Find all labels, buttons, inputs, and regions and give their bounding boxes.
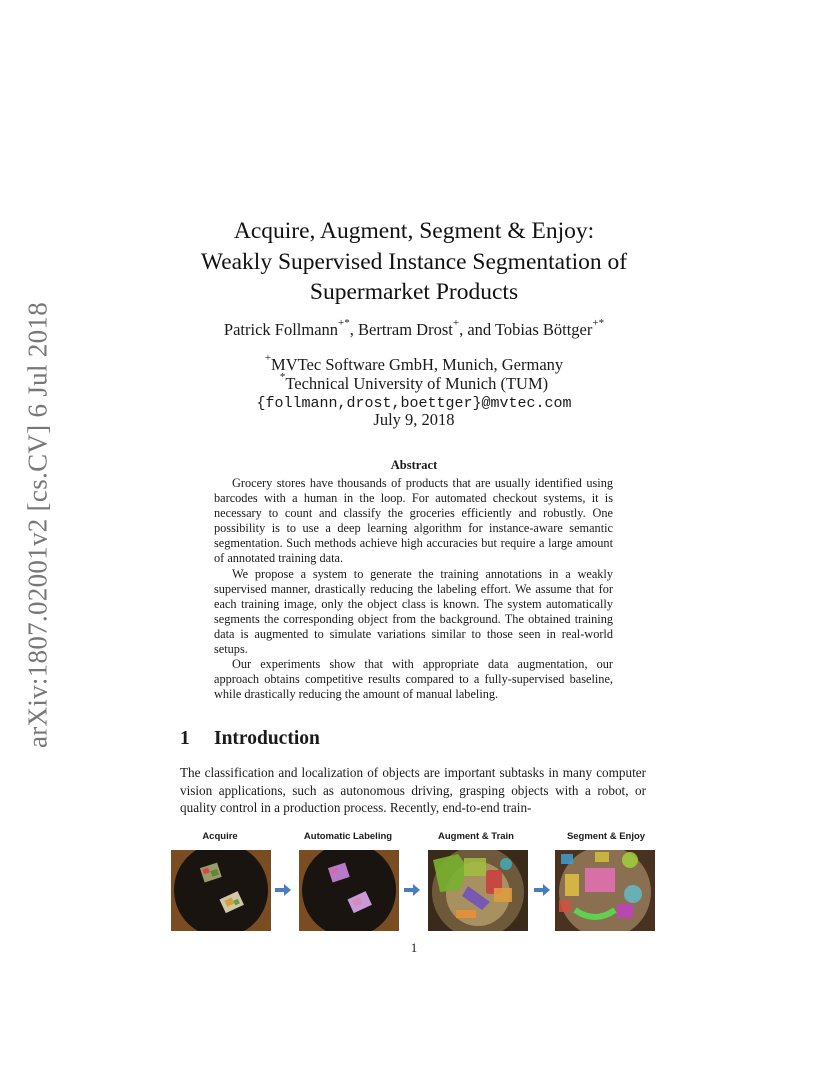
paper-date: July 9, 2018 <box>373 410 455 429</box>
abstract-body <box>214 476 613 702</box>
figure-label-augment-train: Augment & Train <box>437 831 514 842</box>
acquire-image <box>171 850 271 931</box>
author-affiliation-mark: +* <box>338 317 350 329</box>
title-line: Acquire, Augment, Segment & Enjoy: <box>233 218 595 244</box>
figure-label-acquire: Acquire <box>202 831 238 842</box>
author-name: Patrick Follmann <box>223 320 339 339</box>
section-title: Introduction <box>214 728 320 749</box>
abstract-paragraph: We propose a system to generate the training annotations in a weakly supervised manner, drastically reducing the labeling effort. We assume that for each training image, only the object class is known. The system automatically segments the corresponding object from the background. The obtained training data is augmented to simulate variations similar to those seen in real-world setups. <box>214 566 613 657</box>
figure-panel-augment-train <box>428 850 528 931</box>
author-separator: , <box>349 320 358 339</box>
abstract-paragraph: Grocery stores have thousands of products that are usually identified using barcodes with a human in the loop. For automated checkout systems, it is necessary to count and classify the groceries efficiently and robustly. One possibility is to use a deep learning algorithm for instance-aware semantic segmentation. Such methods achieve high accuracies but require a large amount of annotated training data. <box>214 476 613 566</box>
arrow-right-icon <box>404 884 420 896</box>
figure-panel-acquire <box>171 850 271 931</box>
affiliation-1 <box>150 352 678 375</box>
section-heading <box>180 728 320 750</box>
author-separator: , and <box>459 320 495 339</box>
arrow-right-icon <box>534 884 550 896</box>
abstract-paragraph: Our experiments show that with appropriate data augmentation, our approach obtains competitive results compared to a fully-supervised baseline, while drastically reducing the amount of manual labeling. <box>214 657 613 702</box>
title-line: Weakly Supervised Instance Segmentation of <box>200 248 628 275</box>
introduction-text: The classification and localization of objects are important subtasks in many computer vision applications, such as autonomous driving, grasping objects with a robot, or quality control in a production process. Recently, end-to-end train- <box>180 765 646 815</box>
paper-title <box>150 216 678 308</box>
author-affiliation-mark: + <box>452 317 460 329</box>
affiliation-text: MVTec Software GmbH, Munich, Germany <box>271 355 564 374</box>
affiliation-mark: + <box>264 352 272 364</box>
author-name: Tobias Böttger <box>494 320 593 339</box>
author-email: {follmann,drost,boettger}@mvtec.com <box>256 395 572 412</box>
figure-panel-automatic-labeling <box>299 850 399 931</box>
section-number: 1 <box>180 728 190 749</box>
arrow-right-icon <box>275 884 291 896</box>
affiliation-text: Technical University of Munich (TUM) <box>285 374 549 393</box>
augment-image <box>428 850 528 931</box>
affiliation-mark: * <box>279 371 286 383</box>
abstract-heading: Abstract <box>390 458 438 472</box>
arxiv-identifier: arXiv:1807.02001v2 [cs.CV] 6 Jul 2018 <box>22 301 53 749</box>
author-affiliation-mark: +* <box>592 317 605 329</box>
author-name: Bertram Drost <box>358 320 453 339</box>
segment-image <box>555 850 655 931</box>
figure-label-segment-enjoy: Segment & Enjoy <box>566 831 646 842</box>
page-number: 1 <box>410 940 418 955</box>
affiliation-2 <box>150 371 678 394</box>
title-line: Supermarket Products <box>309 279 519 305</box>
author-list <box>150 317 678 340</box>
labeling-image <box>299 850 399 931</box>
figure-panel-segment-enjoy <box>555 850 655 931</box>
figure-label-automatic-labeling: Automatic Labeling <box>303 831 393 842</box>
arxiv-sidebar <box>18 300 58 750</box>
